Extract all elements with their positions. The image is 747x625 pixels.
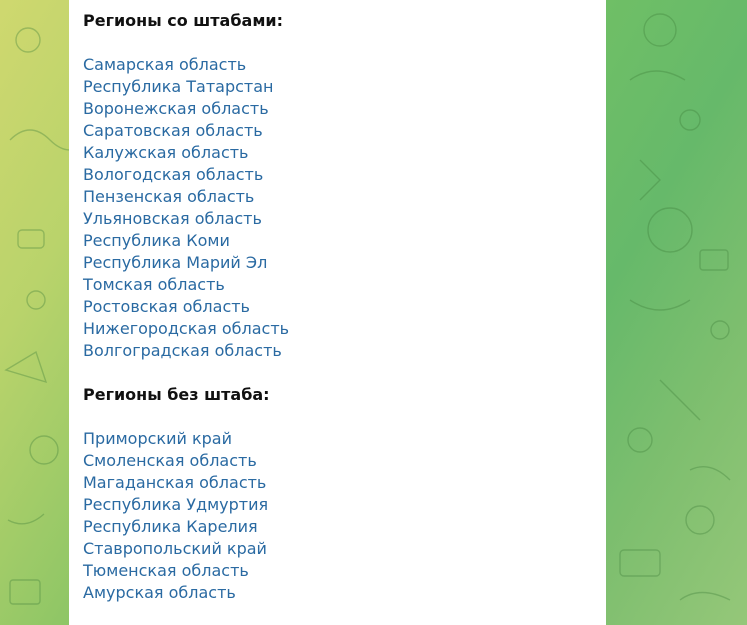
message-content [83,10,596,604]
region-link[interactable]: Тюменская область [83,561,249,580]
region-link[interactable]: Нижегородская область [83,319,290,338]
region-link[interactable]: Республика Татарстан [83,77,274,96]
region-link[interactable]: Ставропольский край [83,539,267,558]
region-link[interactable]: Ростовская область [83,297,250,316]
region-link[interactable]: Воронежская область [83,99,269,118]
section-heading-with-hq: Регионы со штабами: [83,11,283,30]
region-link[interactable]: Республика Удмуртия [83,495,269,514]
region-link[interactable]: Томская область [83,275,225,294]
region-link[interactable]: Амурская область [83,583,236,602]
region-link[interactable]: Приморский край [83,429,232,448]
message-bubble [69,0,606,625]
region-link[interactable]: Волгоградская область [83,341,282,360]
section-heading-without-hq: Регионы без штаба: [83,385,270,404]
region-link[interactable]: Ульяновская область [83,209,262,228]
region-link[interactable]: Республика Карелия [83,517,258,536]
region-link[interactable]: Пензенская область [83,187,255,206]
region-link[interactable]: Калужская область [83,143,249,162]
region-link[interactable]: Магаданская область [83,473,267,492]
spacer [83,406,596,428]
region-link[interactable]: Республика Коми [83,231,230,250]
region-link[interactable]: Саратовская область [83,121,263,140]
spacer [83,32,596,54]
spacer [83,362,596,384]
region-link[interactable]: Вологодская область [83,165,264,184]
region-link[interactable]: Смоленская область [83,451,257,470]
region-link[interactable]: Республика Марий Эл [83,253,268,272]
region-link[interactable]: Самарская область [83,55,247,74]
